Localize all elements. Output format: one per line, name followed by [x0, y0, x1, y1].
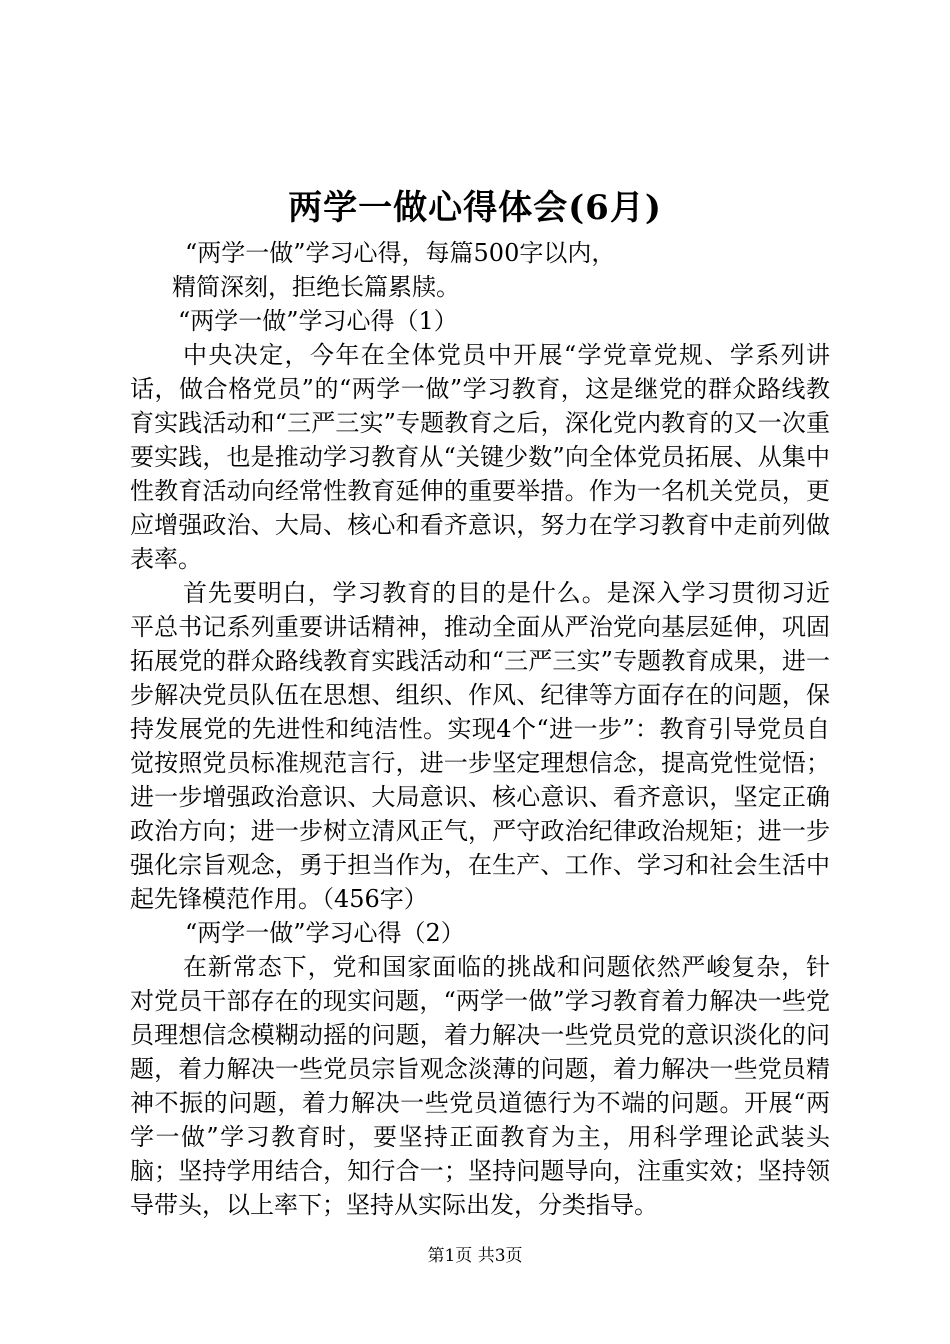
section-1-heading: “两学一做”学习心得（1）: [178, 307, 458, 335]
section-2-heading: “两学一做”学习心得（2）: [185, 919, 465, 947]
intro-line-2: 精简深刻，拒绝长篇累牍。: [172, 273, 460, 301]
intro-line-1: “两学一做”学习心得，每篇500字以内，: [185, 239, 616, 267]
section-1-paragraph-1: 中央决定，今年在全体党员中开展“学党章党规、学系列讲话，做合格党员”的“两学一做”学习教育，这是继党的群众路线教育实践活动和“三严三实”专题教育之后，深化党内教育的又一次重要实践，也是推动学习教育从“关键少数”向全体党员拓展、从集中性教育活动向经常性教育延伸的重要举措。作为一名机关党员，更应增强政治、大局、核心和看齐意识，努力在学习教育中走前列做表率。: [130, 341, 830, 573]
document-title: 两学一做心得体会(6月): [288, 188, 662, 228]
document-body: [130, 236, 830, 1222]
page-number-footer: 第1页 共3页: [427, 1246, 523, 1266]
section-2-paragraph-1: 在新常态下，党和国家面临的挑战和问题依然严峻复杂，针对党员干部存在的现实问题，“两学一做”学习教育着力解决一些党员理想信念模糊动摇的问题，着力解决一些党员党的意识淡化的问题，着力解决一些党员宗旨观念淡薄的问题，着力解决一些党员精神不振的问题，着力解决一些党员道德行为不端的问题。开展“两学一做”学习教育时，要坚持正面教育为主，用科学理论武装头脑；坚持学用结合，知行合一；坚持问题导向，注重实效；坚持领导带头，以上率下；坚持从实际出发，分类指导。: [130, 953, 830, 1219]
section-1-paragraph-2: 首先要明白，学习教育的目的是什么。是深入学习贯彻习近平总书记系列重要讲话精神，推动全面从严治党向基层延伸，巩固拓展党的群众路线教育实践活动和“三严三实”专题教育成果，进一步解决党员队伍在思想、组织、作风、纪律等方面存在的问题，保持发展党的先进性和纯洁性。实现4个“进一步”：教育引导党员自觉按照党员标准规范言行，进一步坚定理想信念，提高党性觉悟；进一步增强政治意识、大局意识、核心意识、看齐意识，坚定正确政治方向；进一步树立清风正气，严守政治纪律政治规矩；进一步强化宗旨观念，勇于担当作为，在生产、工作、学习和社会生活中起先锋模范作用。（456字）: [130, 579, 830, 913]
